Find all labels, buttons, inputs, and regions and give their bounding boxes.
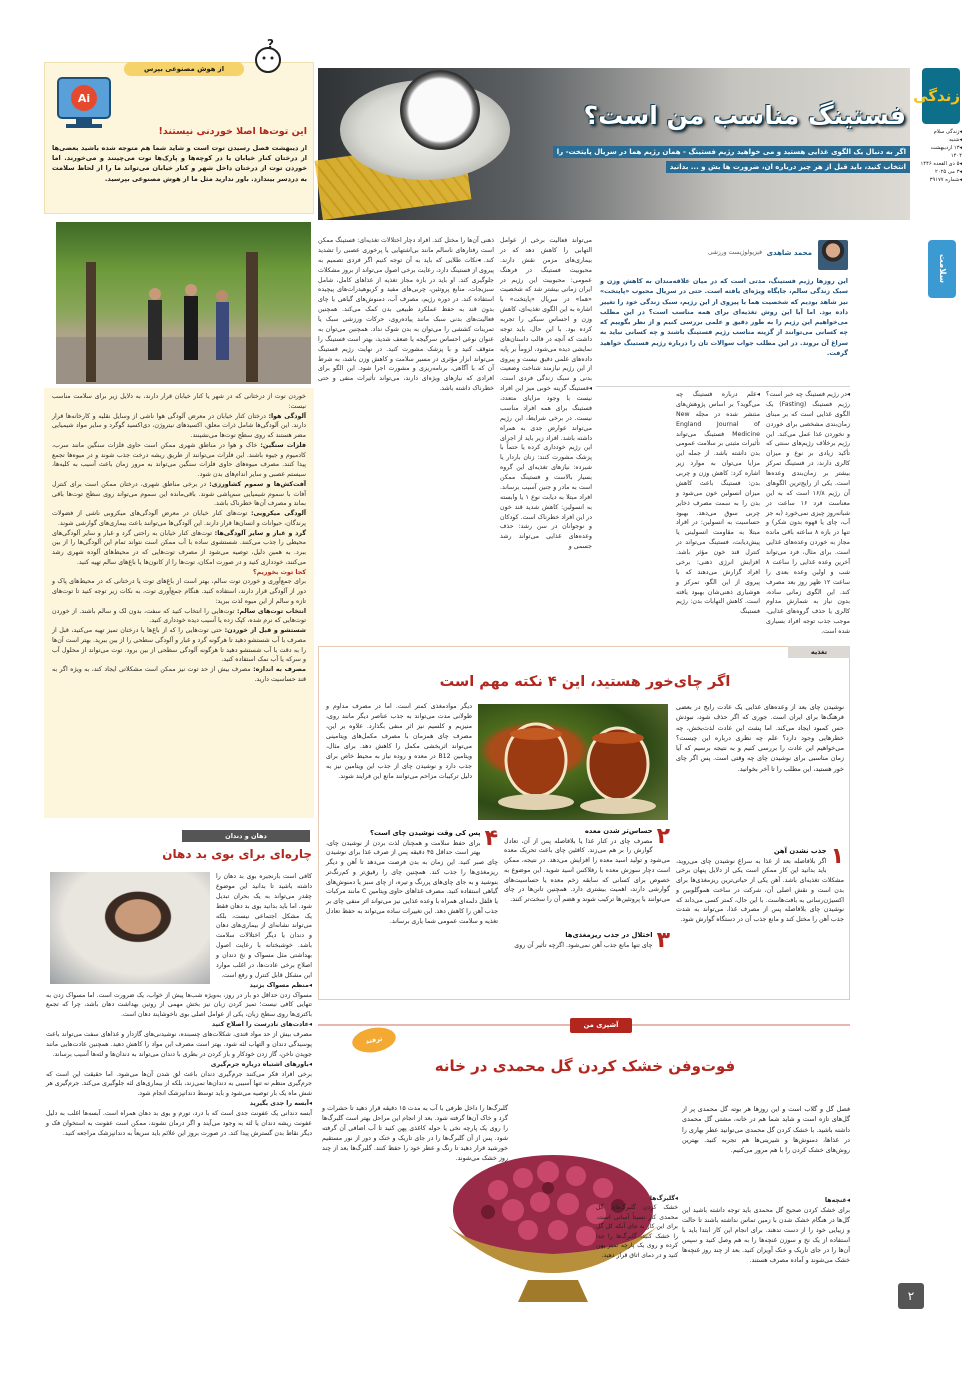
tea-tip [504, 930, 670, 996]
paragraph [52, 392, 306, 412]
rose-section-petals [596, 1194, 678, 1314]
section-label: آشپزی من [570, 1018, 632, 1033]
paragraph [52, 626, 306, 665]
rose-section-washing [322, 1104, 508, 1300]
paragraph [52, 441, 306, 480]
paragraph-head: مصرف به اندازه: [253, 666, 306, 673]
tip-text: مصرف چای در کنار غذا یا بلافاصله پس از آن، تعادل گوارش را بر هم می‌زند. کافئین چای باعث تحریک معده می‌شود و تولید اسید معده را افزایش می‌دهد. در نتیجه، ممکن است دچار سوزش معده یا رفلاکس اسید شوید. این موضوع به خصوص برای کسانی که سابقه زخم معده یا حساسیت‌های گوارشی دارند، اهمیت بیشتری دارد. همچنین تانن‌ها در چای می‌توانند با پروتئین‌ها ترکیب شوند و هضم آن را سخت‌تر کنند. [504, 837, 670, 904]
ai-title: این توت‌ها اصلا خوردنی نیستند! [158, 126, 307, 137]
paragraph-text: توت‌هایی را انتخاب کنید که سفت، بدون لک و سالم باشند. از خوردن توت‌هایی که نرم شده، کپک زده یا آسیب دیده خودداری کنید. [52, 607, 306, 625]
section-text: گلبرگ‌ها را داخل ظرفی با آب به مدت ۱۵ دقیقه قرار دهید تا حشرات و گرد و خاک آن‌ها گرفته شود. بعد از انجام این مراحل بهتر است گلبرگ‌ها را روی یک پارچه نخی یا حوله کاغذی پهن کنید تا آب اضافی آن گرفته شود. پس از آن گلبرگ‌ها را در جای تاریک و خنک و دور از نور مستقیم خورشید قرار دهید تا رنگ و عطر خود را حفظ کنند. گلبرگ‌ها بعد از چند روز خشک می‌شوند. [322, 1105, 508, 1162]
paragraph-head: ◂آبسه را جدی بگیرید [249, 1100, 312, 1108]
paragraph [46, 1060, 312, 1100]
thinking-face-icon [248, 38, 288, 78]
tip-text: چای تنها مانع جذب آهن نمی‌شود. اگرچه تأثیر آن روی [514, 941, 653, 949]
tea-tip [676, 846, 844, 994]
paragraph-text: در برخی مناطق شهری، درختان ممکن است برای کنترل آفات با سموم شیمیایی سم‌پاشی شوند. باقی‌مانده این سموم می‌تواند روی سطح توت‌ها باقی بماند و مصرف آن‌ها خطرناک باشد. [52, 480, 306, 508]
lead-line: اگر به دنبال یک الگوی غذایی هستید و می خواهید رژیم فستینگ - همان رژیم هما در سریال پایتخت- را [553, 146, 910, 158]
paragraph-text: مسواک زدن حداقل دو بار در روز، به‌ویژه شب‌ها پیش از خواب، یک ضرورت است. اما مسواک زدن به تنهایی کافی نیست؛ تمیز کردن زبان نیز بخش مهمی از روتین بهداشت دهان باشد، چرا که تجمع باکتری‌ها روی سطح زبان، یکی از عوامل اصلی بوی ناخوشایند دهان است. [46, 991, 312, 1019]
issue-line: ◂۳ می ۲۰۲۵ [935, 169, 962, 176]
paragraph-head: گرد و غبار و سایر آلودگی‌ها: [214, 529, 306, 537]
tea-tip [326, 828, 498, 994]
tip-badge: ترفند [350, 1024, 397, 1055]
section-head: ◂گلبرگ‌ها [649, 1195, 678, 1202]
fasting-column: ذهنی آن‌ها را مختل کند. افراد دچار اختلالات تغذیه‌ای: فستینگ ممکن است رفتارهای ناسالم مانند بی‌اشتهایی یا پرخوری عصبی را تشدید کند. ◂نکات طلایی که باید به آن توجه کنیم اگر فردی تصمیم به پیروی از فستینگ دارد، رعایت برخی اصول می‌تواند از بروز مشکلات جلوگیری کند. او باید در بازه مجاز تغذیه از غذاهای کامل، شامل سبزیجات، منابع پروتئین، چربی‌های مفید و کربوهیدرات‌های پیچیده استفاده کند. در دوره رژیم، مصرف آب، دمنوش‌های گیاهی یا چای بدون قند به حفظ عملکرد طبیعی بدن کمک می‌کند. همچنین فعالیت‌های بدنی سبک مانند پیاده‌روی، حرکات ورزشی سبک یا تمرینات کششی را می‌توان به بدن شوک نداد. همچنین می‌توان به عنوان نوعی احساس سرگیجه یا ضعف شدید، بهتر است فستینگ را متوقف کنید و با پزشک مشورت کنید. در نهایت رژیم فستینگ می‌تواند ابزار مؤثری در مسیر سلامت و کاهش وزن باشد، به شرط آن که با آگاهی، برنامه‌ریزی و مشورت اجرا شود. این الگو برای افرادی که نیازهای ویژه‌ای دارند، می‌تواند تأثیرات منفی و حتی خطرناک داشته باشد. [318, 237, 494, 393]
paragraph [52, 509, 306, 529]
paragraph-text: خاک و هوا در مناطق شهری ممکن است حاوی فلزات سنگین مانند سرب، کادمیوم و جیوه باشند. این فلزات می‌توانند از طریق ریشه درخت جذب شوند و در میوه‌ها تجمع پیدا کنند. مصرف میوه‌های حاوی فلزات سنگین می‌تواند به مرور زمان باعث آسیب به کلیه‌ها، سیستم عصبی و سایر اندام‌های بدن شود. [52, 441, 306, 478]
tip-number: ۳ [656, 928, 670, 953]
paragraph-text: مصرف بیش از حد مواد قندی، شکلات‌های چسبنده، نوشیدنی‌های گازدار و غذاهای سفت می‌تواند باعث پوسیدگی دندان و التهاب لثه شود. بهتر است مصرف این مواد را کاهش دهید. همچنین عادت‌هایی مانند جویدن ناخن، گاز زدن خودکار و باز کردن در بطری با دندان می‌تواند به دندان‌ها و لثه‌ها آسیب برساند. [46, 1031, 312, 1058]
article-headline: فستینگ مناسب من است؟ [583, 101, 906, 130]
tip-text: اگر بلافاصله بعد از غذا به سراغ نوشیدن چای می‌روید، باید بدانید این کار ممکن است یکی از دلایل پنهان برخی مشکلات تغذیه‌ای باشد. آهن یکی از حیاتی‌ترین ریزمغذی‌ها برای بدن است و نقش اصلی آن، شرکت در ساخت هموگلوبین و اکسیژن‌رسانی به بافت‌هاست. با این حال، کمتر کسی می‌داند که نوشیدن چای بلافاصله پس از مصرف غذا، می‌تواند به شدت جذب آهن را مختل کند و مانع جذب آن در دستگاه گوارش شود. [676, 857, 844, 924]
paragraph-text: توت‌های کنار خیابان به راحتی گرد و غبار و سایر آلودگی‌های محیطی را جذب می‌کنند. شستشوی ساده با آب ممکن است نتواند تمام این آلودگی‌ها را از بین ببرد. به همین دلیل، توصیه می‌شود از مصرف توت‌هایی که در محیط‌های آلوده شهری رشد می‌کنند، خودداری کنید و در صورت امکان، توت‌ها را از کانون‌ها یا باغ‌های سالم تهیه کنید. [52, 529, 306, 566]
paragraph [52, 577, 306, 606]
divider [596, 386, 850, 387]
mulberry-picking-photo [56, 222, 311, 384]
tea-intro: نوشیدن چای بعد از وعده‌های غذایی یک عادت رایج در بعضی فرهنگ‌ها برای ایران است. جوری که اگر حذف شود، نبودش حس کمبود ایجاد می‌کند. اما پشت این عادت لذت‌بخش، چه خطرهایی وجود دارد؟ علم چه نظری درباره این چیست؟ می‌خواهیم این عادت را بررسی کنیم و به نتیجه برسیم که آیا زمان مناسبی برای نوشیدن چای چه وقتی است. پس اگر چای خور هستید، این مطلب را تا آخر بخوانید. [676, 703, 844, 773]
author-name: محمد شاهدی [766, 249, 812, 257]
section-tab[interactable]: سلامت [928, 240, 956, 298]
tip-number: ۱ [830, 844, 844, 869]
issue-line: ◂شنبه [949, 137, 962, 144]
author-byline [620, 240, 848, 270]
tea-cups-photo [478, 704, 668, 820]
issue-line: ◂۵ ذی القعده ۱۴۴۶ [920, 161, 962, 168]
rose-intro: فصل گل و گلاب است و این روزها هر بوته گل محمدی پر از گل‌های تازه است و شاید شما هم در خانه، مشتی گل محمدی داشته باشید. با خشک کردن گل محمدی می‌توانید عطر بهاری را در غذاها، دمنوش‌ها و شیرینی‌ها هم تجربه کنید. بهترین روش‌های خشک کردن را با هم مرور می‌کنیم. [682, 1105, 850, 1154]
dental-headline: چاره‌ای برای بوی بد دهان [162, 847, 312, 861]
fasting-lead: این روزها رژیم فستینگ، مدتی است که در میان علاقه‌مندان به کاهش وزن و سبک زندگی سالم، جایگاه ویژه‌ای یافته است. حتی در سریال محبوب «پایتخت» نیز شاهد بودیم که شخصیت هما با پیروی از این رژیم، سبک زندگی خود را تغییر داده بود. اما آیا این روش تغذیه‌ای برای همه مناسب است؟ در این مطلب می‌خواهیم این رژیم را به طور دقیق و علمی بررسی کنیم و از نظر بگوییم که چه کسانی می‌توانند از گزینه مناسب رژیم فستینگ باشند و چه کسانی نباید به سراغ آن بروند. در این مطلب جواب سوالات تان را درباره رژیم فستینگ خواهید گرفت. [600, 277, 848, 357]
paragraph-text: حتی توت‌هایی را که از باغ‌ها یا درختان تمیز تهیه می‌کنید، قبل از مصرف با آب شستشو دهید تا هرگونه گرد و غبار و آلودگی سطحی را از بین ببرید. بهتر است آن‌ها را به دقت با آب شستشو دهید تا هرگونه آلودگی سطحی از بین برود. توت می‌تواند از محلول آب و سرکه یا آب نمک استفاده کنید. [52, 627, 306, 664]
paragraph-text: خوردن توت از درختانی که در شهر یا کنار خیابان قرار دارند، به دلایل زیر برای سلامت مناسب نیست: [52, 393, 306, 410]
fasting-column: ◂علم درباره فستینگ چه می‌گوید؟ بر اساس پژوهش‌های منتشر شده در مجله New England Journal of Medicine فستینگ می‌تواند تأثیرات مثبتی بر سلامت عمومی بدن داشته باشد. از جمله این مزایا می‌توان به موارد زیر اشاره کرد: کاهش وزن و چربی بدن: فستینگ باعث کاهش میزان انسولین خون می‌شود و بدن را به سمت مصرف ذخایر چربی سوق می‌دهد. بهبود حساسیت به انسولین: در افراد مبتلا به مقاومت انسولینی یا پیش‌دیابت، فستینگ می‌تواند در کنترل قند خون مؤثر باشد. افزایش انرژی ذهنی: برخی افراد گزارش می‌دهند که با پیروی از این الگو، تمرکز و هوشیاری ذهنی‌شان بهبود یافته است. کاهش التهابات بدن: رژیم فستینگ [676, 391, 760, 616]
paragraph-head: شستشو و قبل از خوردن: [224, 627, 306, 634]
fasting-column: ◂در رژیم فستینگ چه خبر است؟ رژیم فستینگ (Fasting) یک الگوی غذایی است که بر مبنای زمان‌بندی مشخصی برای خوردن و نخوردن غذا عمل می‌کند. این رژیم برخلاف رژیم‌های سنتی که تأکید زیادی بر نوع و میزان کالری دارند، در فستینگ تمرکز بیشتر بر زمان‌بندی وعده‌ها است. یکی از رایج‌ترین الگوهای آن رژیم ۱۶/۸ است که به این معناست فرد ۱۶ ساعت در شبانه‌روز چیزی نمی‌خورد (به جز آب، چای یا قهوه بدون شکر) و تنها در بازه ۸ ساعته باقی مانده مجاز به خوردن وعده‌های غذایی است. برای مثال، فرد می‌تواند آخرین وعده غذایی را ساعت ۸ شب و اولین وعده بعدی را ساعت ۱۲ ظهر روز بعد مصرف کند. این الگوی زمانی ساده، بدون نیاز به شمارش مداوم کالری یا حذف گروه‌های غذایی، موجب جذب توجه افراد بسیاری شده است. [766, 391, 850, 635]
tea-headline: اگر چای‌خور هستید، این ۴ نکته مهم است [439, 674, 731, 690]
paragraph-text: کافی است بارنجیره بوی بد دهان را داشته باشید تا بدانید این موضوع چقدر می‌تواند به یک بحران تبدیل شود. اما باید بدانید بوی بد دهان فقط یک مشکل اجتماعی نیست، بلکه می‌تواند نشانه‌ای از بیماری‌های دهان و دندان یا دیگر اختلالات سلامت باشد. خوشبختانه با رعایت اصول بهداشتی مثل مسواک و نخ دندان و اصلاح برخی عادت‌ها، در اغلب موارد این مشکل قابل کنترل و رفع است. [216, 873, 312, 979]
paragraph-head: آلودگی میکروبی: [251, 510, 306, 517]
ai-tag: از هوش مصنوعی بپرس [124, 62, 244, 76]
masthead-strip [913, 0, 966, 1380]
tip-number: ۲ [656, 824, 670, 849]
paragraph-head: انتخاب توت‌های سالم: [236, 607, 306, 615]
tip-head: جذب نشدن آهن [773, 847, 827, 855]
newspaper-logo: زندگی [922, 68, 960, 124]
mulberry-article [44, 388, 314, 818]
dental-photo [50, 872, 210, 984]
paragraph [52, 607, 306, 627]
section-text: برای خشک کردن صحیح گل محمدی باید توجه داشته باشید این گل‌ها در هنگام خشک شدن با زمین تماس نداشته باشند تا حالت و زیبایی خود را از دست ندهند. برای انجام این کار ابتدا باید با استفاده از یک نخ و سوزن غنچه‌ها را به هم وصل کنید و سپس آن‌ها را در جای تاریک و خنک آویزان کنید. بعد از چند روز غنچه‌ها خشک می‌شوند و آماده مصرف هستند. [682, 1206, 850, 1264]
paragraph [46, 1099, 312, 1139]
paragraph-head: ◂عادت‌های نادرست را اصلاح کنید [211, 1021, 312, 1029]
tip-head: حساس‌تر شدن معده [584, 827, 653, 835]
photo-float [46, 872, 210, 988]
author-avatar [818, 240, 848, 270]
fasting-column: می‌تواند فعالیت برخی از عوامل التهابی را کاهش دهد که در بیماری‌های مزمن نقش دارند. محبوبیت فستینگ در فرهنگ عمومی: محبوبیت این رژیم در ایران زمانی بیشتر شد که شخصیت «هما» در سریال «پایتخت» با اشاره به این الگوی تغذیه‌ای، کاهش وزن و احساس سبکی را تجربه کرده بود. با این حال، باید توجه داشت که آنچه در قالب داستان‌های نمایشی دیده می‌شود، لزوماً بر پایه داده‌های علمی دقیق نیست و پیروی از این رژیم نیازمند شناخت وضعیت بدنی و سبک زندگی فردی است. ◂فستینگ گزینه خوبی میز این افراد نیست با وجود مزایای متعدد، فستینگ برای همه افراد مناسب نیست. در برخی شرایط، این رژیم می‌تواند عوارض جدی به همراه داشته باشد. افراد زیر باید از اجرای این رژیم خودداری کرده یا حتماً با پزشک مشورت کنند: زنان باردار یا شیرده: نیازهای تغذیه‌ای این گروه بسیار بالاست و فستینگ ممکن است به مادر و جنین آسیب برساند. افراد مبتلا به دیابت نوع ۱ یا وابسته به انسولین: کاهش شدید قند خون در این افراد خطرناک است. کودکان و نوجوانان در سن رشد: حذف وعده‌های غذایی می‌تواند رشد جسمی و [500, 237, 592, 551]
paragraph [52, 412, 306, 441]
paragraph [52, 568, 306, 578]
rose-headline: فوت‌وفن خشک کردن گل محمدی در خانه [434, 1057, 736, 1075]
lead-line: انتخاب کنید، باید قبل از هر چیز درباره ان، ضرورت ها بش و ... بدانید [666, 161, 910, 173]
svg-text:?: ? [267, 38, 274, 51]
tea-continuation: دیگر موادمغذی کمتر است. اما در مصرف مداوم و طولانی مدت می‌تواند به جذب عناصر دیگر مانند روی، منیزیم و کلسیم نیز اثر منفی بگذارد. علاوه بر این، مصرف چای همزمان با مصرف مکمل‌های ویتامینی می‌تواند اثربخشی مکمل را کاهش دهد. برای مثال، ویتامین B12 در معده و روده نیاز به محیط خاص برای جذب دارد و نوشیدن چای از جذب این ویتامین نیز به دلیل ترکیبات مزاحم می‌توانند مانع این فرایند شوند. [326, 703, 473, 780]
paragraph-text: برخی افراد فکر می‌کنند جرم‌گیری دندان باعث لق شدن آن‌ها می‌شود. اما حقیقت این است که جرم‌گیری منظم نه تنها آسیبی به دندان‌ها نمی‌زند، بلکه از بیماری‌های لثه جلوگیری می‌کند. جرم‌گیری هر شش ماه یک بار توصیه می‌شود و باید توسط دندانپزشک انجام شود. [46, 1070, 312, 1098]
issue-line: ◂شماره ۳۹۱۷۷ [929, 177, 962, 184]
section-text: خشک کردن گلبرگ‌های گل محمدی کار نسبتاً آسانی است. برای این کار به جای آنکه کل گل را خشک کنید، گلبرگ‌ها را جدا کرده و روی یک پارچه تمیز پهن کنید و در دمای اتاق قرار دهید. [596, 1204, 678, 1259]
section-label: تغذیه [788, 646, 850, 658]
paragraph-text: آبسه دندانی یک عفونت جدی است که با درد، تورم و بوی بد دهان همراه است. آبسه‌ها اغلب به دلیل عفونت ریشه دندان یا لثه به وجود می‌آیند و اگر درمان نشوند، ممکن است عفونت به استخوان فک و دیگر نقاط بدن گسترش پیدا کند. در صورت بروز این علائم باید سریعاً به دندانپزشک مراجعه کنید. [46, 1110, 312, 1137]
issue-info [920, 128, 962, 184]
tip-head: پس کی وقت نوشیدن چای است؟ [370, 829, 481, 837]
article-lead [500, 146, 910, 176]
tip-number: ۴ [484, 826, 498, 851]
section-label: دهان و دندان [182, 830, 310, 842]
paragraph [52, 529, 306, 568]
robot-label: Ai [77, 92, 91, 105]
rose-section-buds [682, 1196, 850, 1316]
robot-icon [52, 72, 116, 130]
paragraph-head: آلودگی هوا: [268, 412, 306, 420]
paragraph [52, 480, 306, 509]
clock-icon [400, 70, 480, 150]
author-role: فیزیولوژیست ورزشی [707, 249, 762, 256]
paragraph-text: درختان کنار خیابان در معرض آلودگی هوا ناشی از وسایل نقلیه و کارخانه‌ها قرار دارند. این آلودگی‌ها شامل ذرات معلق، اکسیدهای نیتروژن، دی‌اکسید گوگرد و سایر مواد شیمیایی مضر هستند که روی سطح توت‌ها می‌نشینند. [52, 412, 306, 439]
paragraph-text: برای جمع‌آوری و خوردن توت سالم، بهتر است از باغ‌های توت یا درختانی که در محیط‌های پاک و دور از آلودگی قرار دارند، استفاده کنید. هنگام جمع‌آوری توت، به نکات زیر توجه کنید تا توت‌های تازه و سالم از این میوه لذت ببرید: [52, 578, 306, 605]
section-head: ◂غنچه‌ها [824, 1197, 850, 1204]
paragraph [46, 1020, 312, 1060]
tip-head: اختلال در جذب ریزمغذی‌ها [565, 931, 653, 939]
issue-line: ◂۱۳ اردیبهشت ۱۴۰۴ [930, 145, 962, 160]
paragraph [52, 665, 306, 685]
tea-tip [504, 826, 670, 926]
paragraph-head: آفت‌کش‌ها و سموم کشاورزی: [209, 480, 306, 488]
tip-text: برای حفظ سلامت و همچنان لذت بردن از نوشیدن چای، بهتر است حداقل ۴۵ دقیقه پس از صرف غذا برای نوشیدن چای صبر کنید. این زمان به بدن فرصت می‌دهد تا آهن و دیگر ریزمغذی‌ها را جذب کند. همچنین چای را رقیق‌تر و کم‌رنگ‌تر بنوشید و به جای چای‌های پررنگ و تیره، از چای سبز یا دمنوش‌های گیاهی استفاده کنید. مصرف غذاهای حاوی ویتامین C مانند مرکبات یا فلفل دلمه‌ای همراه با وعده غذایی نیز می‌تواند اثر منفی چای بر جذب آهن را کاهش دهد. این تغییرات ساده می‌تواند به حفظ تعادل تغذیه و سلامت عمومی شما یاری برساند. [326, 839, 498, 925]
paragraph-head: فلزات سنگین: [260, 441, 306, 449]
dental-article [46, 872, 312, 1332]
paragraph-head: ◂باورهای اشتباه درباره جرم‌گیری [210, 1060, 312, 1068]
paragraph-head: ◂منظم مسواک بزنید [249, 981, 312, 989]
paragraph-text: توت‌های کنار خیابان در معرض آلودگی‌های میکروبی ناشی از فضولات پرندگان، حیوانات و انسان‌ها قرار دارند. این آلودگی‌ها می‌توانند باعث بیماری‌های گوارشی شوند. [52, 510, 306, 527]
issue-line: ◂زندگی سلام [933, 129, 962, 135]
ai-body: از دیبهشت فصل رسیدن توت است و شاید شما هم متوجه شده باشید بعضی‌ها از درختان کنار خیابان یا در کوچه‌ها و پارک‌ها توت می‌چینند و می‌خورند. اما خوردن توت از درختان داخل شهر و کنار خیابان می‌تواند ما را از لحاظ سلامت به دردسر بیندازد. باور ندارید مثل ما از هوش مصنوعی بپرسید. [52, 144, 307, 183]
page-number: ۲ [898, 1283, 924, 1309]
paragraph-head: کجا توت بخوریم؟ [252, 568, 306, 576]
paragraph-text: مصرف بیش از حد توت نیز ممکن است مشکلاتی ایجاد کند، به ویژه اگر به قند حساسیت دارید. [52, 666, 306, 683]
